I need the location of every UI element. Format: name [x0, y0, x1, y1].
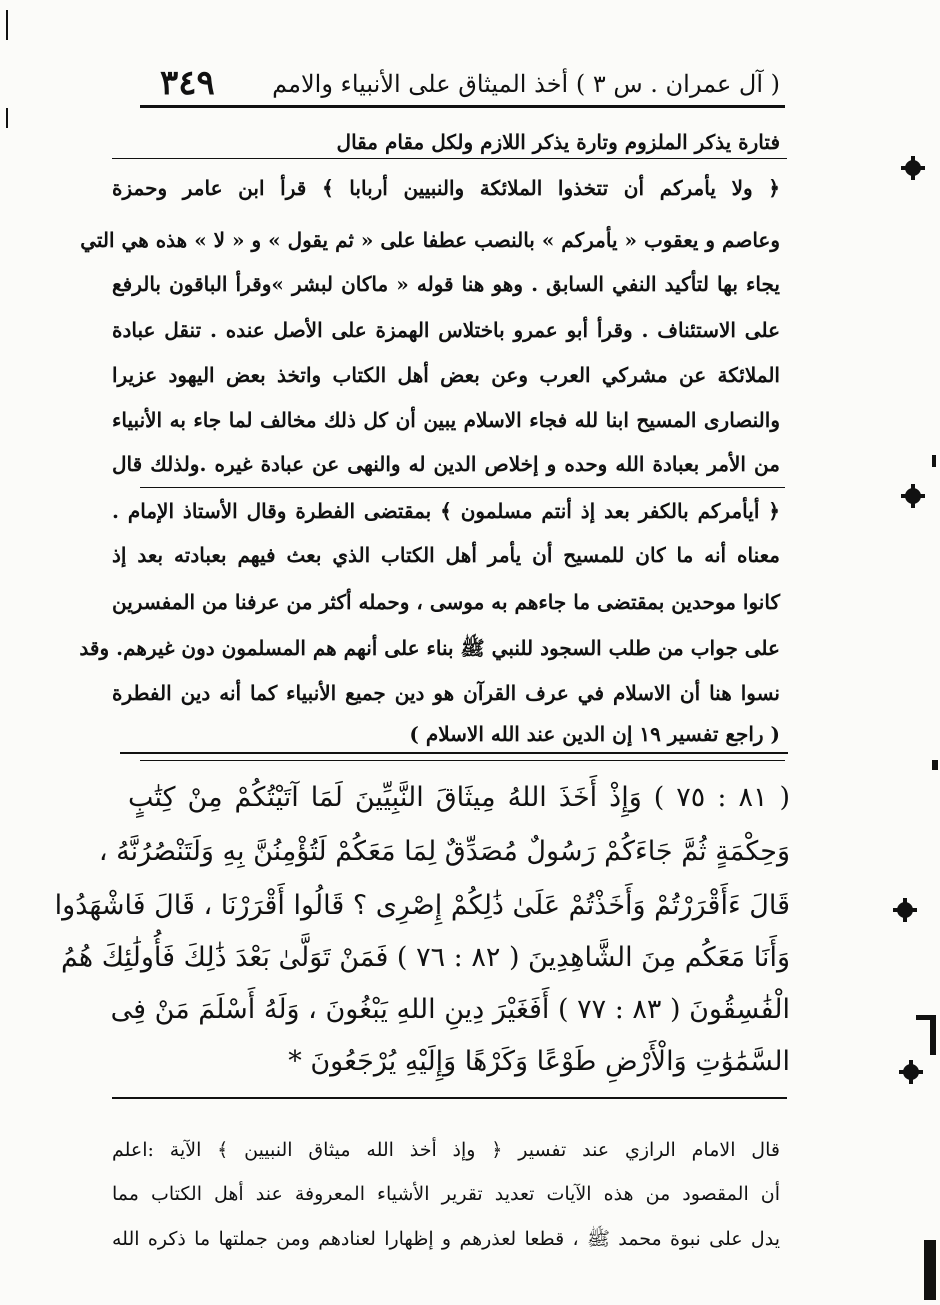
running-title: ( آل عمران . س ٣ ) أخذ الميثاق على الأنبياء والامم [272, 70, 780, 98]
text-line: والنصارى المسيح ابنا لله فجاء الاسلام يبين أن كل ذلك مخالف لما جاء به الأنبياء [112, 408, 780, 432]
verse-line: قَالَ ءَأَقْرَرْتُمْ وَأَخَذْتُمْ عَلَىٰ ذَٰلِكُمْ إِصْرِى ؟ قَالُوا أَقْرَرْنَا ، قَالَ فَاشْهَدُوا [54, 890, 790, 921]
section-rule [120, 752, 788, 754]
text-line: معناه أنه ما كان للمسيح أن يأمر أهل الكتاب الذي بعث فيهم بعبادته بعد إذ [112, 543, 780, 567]
margin-ornament-icon [905, 488, 921, 504]
margin-ornament-icon [903, 1064, 919, 1080]
text-line: ( راجع تفسير ١٩ إن الدين عند الله الاسلام ) [409, 722, 780, 746]
verse-line: ( ٨١ : ٧٥ ) وَإِذْ أَخَذَ اللهُ مِيثَاقَ النَّبِيِّينَ لَمَا آتَيْتُكُمْ مِنْ كِتَٰبٍ [128, 782, 790, 813]
scan-edge-mark [6, 10, 8, 40]
text-line: فتارة يذكر الملزوم وتارة يذكر اللازم ولكل مقام مقال [336, 130, 780, 154]
text-line: ﴿ أيأمركم بالكفر بعد إذ أنتم مسلمون ﴾ بمقتضى الفطرة وقال الأستاذ الإمام . [112, 499, 780, 523]
scan-edge-mark [932, 760, 938, 770]
margin-ornament-icon [897, 902, 913, 918]
page-number: ٣٤٩ [160, 63, 215, 103]
text-line: على جواب من طلب السجود للنبي ﷺ بناء على أنهم هم المسلمون دون غيرهم. وقد [79, 636, 780, 660]
section-rule [112, 1097, 787, 1099]
scan-edge-mark [932, 455, 936, 467]
section-rule [112, 158, 787, 159]
text-line: يجاء بها لتأكيد النفي السابق . وهو هنا قوله « ماكان لبشر »وقرأ الباقون بالرفع [112, 272, 780, 296]
text-line: كانوا موحدين بمقتضى ما جاءهم به موسى ، وحمله أكثر من عرفنا من المفسرين [112, 590, 780, 614]
text-line: على الاستئناف . وقرأ أبو عمرو باختلاس الهمزة على الأصل عنده . تنقل عبادة [112, 318, 780, 342]
page-header [160, 60, 780, 106]
scan-edge-mark [930, 1015, 936, 1055]
text-line: من الأمر بعبادة الله وحده و إخلاص الدين له والنهى عن عبادة غيره .ولذلك قال [112, 452, 780, 476]
verse-line: وَأَنَا مَعَكُم مِنَ الشَّاهِدِينَ ( ٨٢ : ٧٦ ) فَمَنْ تَوَلَّىٰ بَعْدَ ذَٰلِكَ فَأُولَٰئِكَ هُمُ [60, 942, 790, 973]
verse-line: وَحِكْمَةٍ ثُمَّ جَاءَكُمْ رَسُولٌ مُصَدِّقٌ لِمَا مَعَكُمْ لَتُؤْمِنُنَّ بِهِ وَلَتَنْصُرُنَّهُ ، [98, 836, 790, 867]
header-rule [140, 105, 785, 108]
scan-edge-mark [924, 1240, 936, 1300]
verse-line: الْفَٰسِقُونَ ( ٨٣ : ٧٧ ) أَفَغَيْرَ دِينِ اللهِ يَبْغُونَ ، وَلَهُ أَسْلَمَ مَنْ فِى [110, 994, 790, 1025]
margin-ornament-icon [905, 160, 921, 176]
text-line: أن المقصود من هذه الآيات تعديد تقرير الأشياء المعروفة عند أهل الكتاب مما [112, 1183, 780, 1205]
scan-edge-mark [6, 108, 8, 128]
verse-line: السَّمَٰوَٰتِ وَالْأَرْضِ طَوْعًا وَكَرْهًا وَإِلَيْهِ يُرْجَعُونَ * [288, 1046, 790, 1077]
text-line: وعاصم و يعقوب « يأمركم » بالنصب عطفا على « ثم يقول » و « لا » هذه هي التي [80, 228, 780, 252]
section-rule [140, 760, 785, 761]
text-line: الملائكة عن مشركي العرب وعن بعض أهل الكتاب واتخذ بعض اليهود عزيرا [112, 363, 780, 387]
text-line: يدل على نبوة محمد ﷺ ، قطعا لعذرهم و إظهارا لعنادهم ومن جملتها ما ذكره الله [112, 1228, 780, 1250]
text-line: ﴿ ولا يأمركم أن تتخذوا الملائكة والنبيين أربابا ﴾ قرأ ابن عامر وحمزة [112, 176, 780, 200]
text-line: نسوا هنا أن الاسلام في عرف القرآن هو دين جميع الأنبياء كما أنه دين الفطرة [112, 681, 780, 705]
text-line: قال الامام الرازي عند تفسير ﴿ وإذ أخذ الله ميثاق النبيين ﴾ الآية :اعلم [112, 1139, 780, 1161]
section-rule [140, 487, 785, 488]
